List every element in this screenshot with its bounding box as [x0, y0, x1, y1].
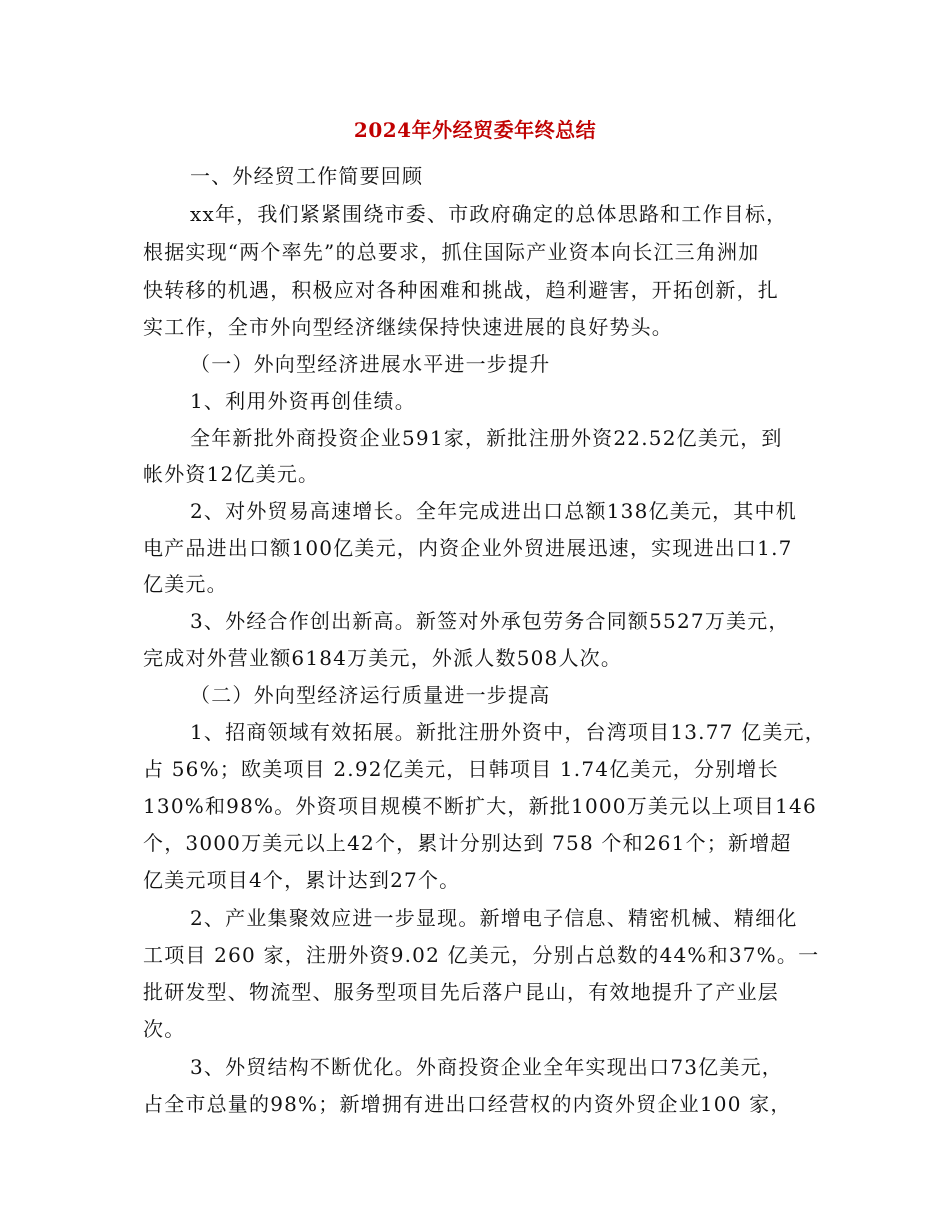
paragraph-line: 根据实现“两个率先”的总要求，抓住国际产业资本向长江三角洲加 — [143, 240, 760, 264]
paragraph-line: 电产品进出口额100亿美元，内资企业外贸进展迅速，实现进出口1.7 — [143, 536, 793, 560]
subsection-heading: （二）外向型经济运行质量进一步提高 — [190, 683, 551, 707]
paragraph-line: xx年，我们紧紧围绕市委、市政府确定的总体思路和工作目标， — [190, 202, 788, 226]
section-heading: 一、外经贸工作简要回顾 — [190, 164, 424, 188]
paragraph-line: 快转移的机遇，积极应对各种困难和挑战，趋利避害，开拓创新，扎 — [143, 278, 779, 302]
paragraph-line: 实工作，全市外向型经济继续保持快速进展的良好势头。 — [143, 315, 673, 339]
paragraph-line: 1、招商领域有效拓展。新批注册外资中，台湾项目13.77 亿美元， — [190, 720, 826, 744]
paragraph-line: 亿美元项目4个，累计达到27个。 — [143, 868, 461, 892]
paragraph-line: 次。 — [143, 1017, 186, 1041]
paragraph-line: 130%和98%。外资项目规模不断扩大，新批1000万美元以上项目146 — [143, 794, 817, 818]
subsection-heading: （一）外向型经济进展水平进一步提升 — [190, 352, 551, 376]
paragraph-line: 工项目 260 家，注册外资9.02 亿美元，分别占总数的44%和37%。一 — [143, 943, 820, 967]
paragraph-line: 全年新批外商投资企业591家，新批注册外资22.52亿美元，到 — [190, 426, 783, 450]
document-title: 2024年外经贸委年终总结 — [353, 118, 597, 142]
paragraph-line: 个，3000万美元以上42个，累计分别达到 758 个和261个；新增超 — [143, 831, 792, 855]
paragraph-line: 2、对外贸易高速增长。全年完成进出口总额138亿美元，其中机 — [190, 499, 797, 523]
paragraph-line: 亿美元。 — [143, 572, 228, 596]
paragraph-line: 帐外资12亿美元。 — [143, 462, 320, 486]
paragraph-line: 1、利用外资再创佳绩。 — [190, 389, 416, 413]
paragraph-line: 3、外经合作创出新高。新签对外承包劳务合同额5527万美元， — [190, 609, 790, 633]
paragraph-line: 2、产业集聚效应进一步显现。新增电子信息、精密机械、精细化 — [190, 906, 798, 930]
paragraph-line: 3、外贸结构不断优化。外商投资企业全年实现出口73亿美元， — [190, 1055, 783, 1079]
paragraph-line: 完成对外营业额6184万美元，外派人数508人次。 — [143, 646, 623, 670]
paragraph-line: 批研发型、物流型、服务型项目先后落户昆山，有效地提升了产业层 — [143, 980, 779, 1004]
paragraph-line: 占全市总量的98%；新增拥有进出口经营权的内资外贸企业100 家， — [143, 1092, 792, 1116]
paragraph-line: 占 56%；欧美项目 2.92亿美元，日韩项目 1.74亿美元，分别增长 — [143, 757, 779, 781]
